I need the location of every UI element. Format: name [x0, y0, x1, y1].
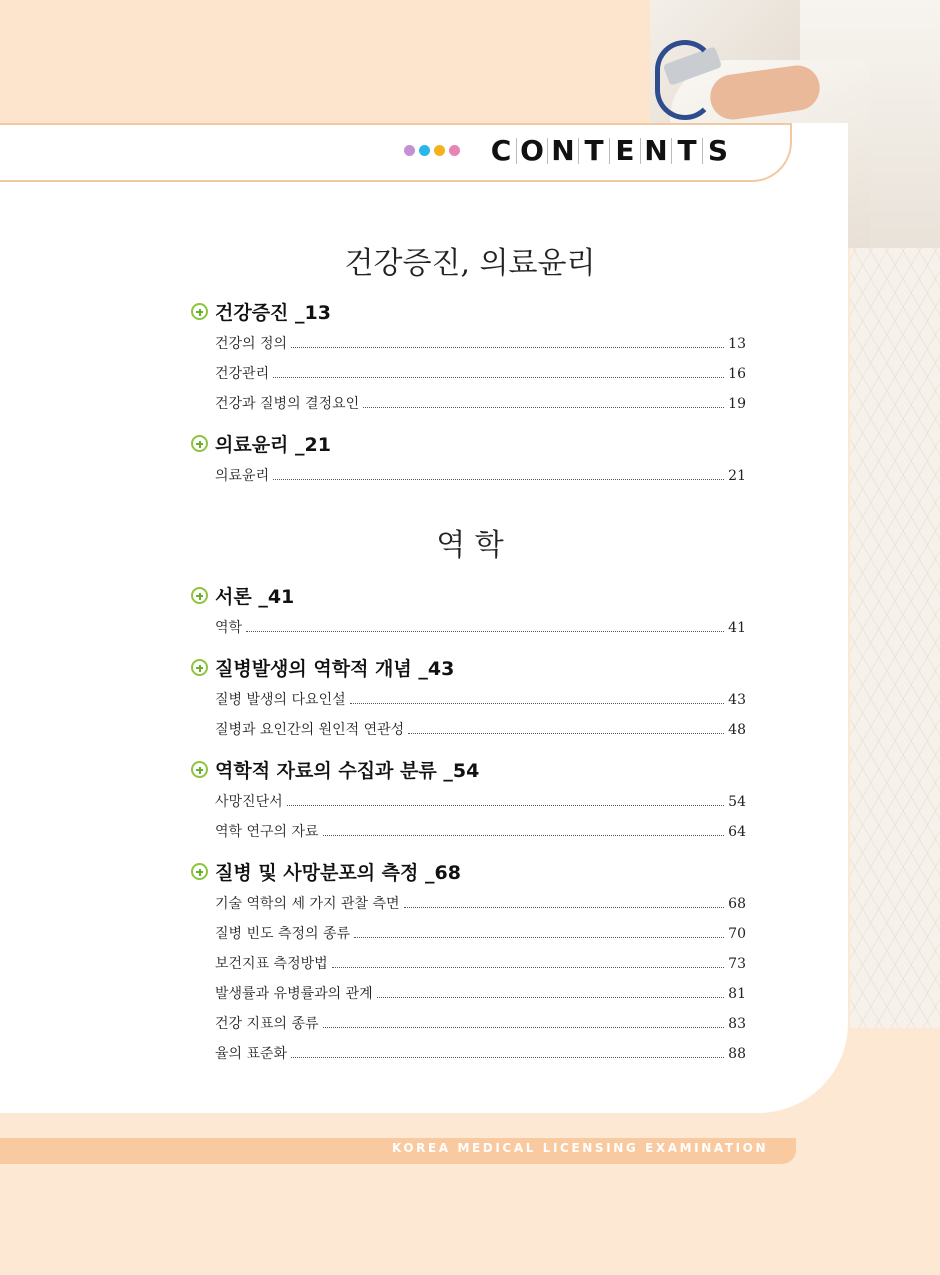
- dot-2: [419, 145, 430, 156]
- toc-entry[interactable]: [215, 923, 746, 943]
- title-letter: O: [520, 134, 544, 167]
- entry-text: 발생률과 유병률과의 관계: [215, 986, 373, 1002]
- chapter-title: 역학적 자료의 수집과 분류 _54: [215, 760, 480, 782]
- entry-page: 88: [728, 1046, 746, 1062]
- toc-entry[interactable]: [215, 465, 746, 485]
- toc-entry[interactable]: [215, 1043, 746, 1063]
- green-plus-circle-icon: [191, 863, 208, 880]
- entry-text: 사망진단서: [215, 794, 283, 810]
- entry-page: 43: [728, 692, 746, 708]
- toc-entry[interactable]: [215, 363, 746, 383]
- entry-page: 68: [728, 896, 746, 912]
- chapter-heading[interactable]: [191, 298, 331, 325]
- dot-leader: [350, 703, 725, 704]
- dot-leader: [323, 835, 725, 836]
- dot-leader: [273, 479, 724, 480]
- entry-text: 의료윤리: [215, 468, 270, 484]
- title-letter: T: [584, 134, 604, 167]
- dot-leader: [291, 347, 724, 348]
- toc-entry[interactable]: [215, 893, 746, 913]
- entry-page: 16: [728, 366, 746, 382]
- dot-3: [434, 145, 445, 156]
- entry-text: 건강 지표의 종류: [215, 1016, 319, 1032]
- chapter-title: 질병발생의 역학적 개념 _43: [215, 658, 455, 680]
- entry-page: 13: [728, 336, 746, 352]
- chapter-heading[interactable]: [191, 654, 454, 681]
- toc-entry[interactable]: [215, 719, 746, 739]
- dot-leader: [408, 733, 724, 734]
- dot-leader: [332, 967, 725, 968]
- section-title: 건강증진, 의료윤리: [344, 246, 596, 281]
- toc-entry[interactable]: [215, 791, 746, 811]
- chapter-title: 질병 및 사망분포의 측정 _68: [215, 862, 461, 884]
- entry-page: 70: [728, 926, 746, 942]
- entry-text: 질병 빈도 측정의 종류: [215, 926, 351, 942]
- toc-entry[interactable]: [215, 617, 746, 637]
- dot-leader: [363, 407, 724, 408]
- green-plus-circle-icon: [191, 587, 208, 604]
- title-letter: E: [615, 134, 635, 167]
- green-plus-circle-icon: [191, 761, 208, 778]
- entry-page: 73: [728, 956, 746, 972]
- toc-entry[interactable]: [215, 393, 746, 413]
- entry-text: 건강과 질병의 결정요인: [215, 396, 360, 412]
- entry-text: 기술 역학의 세 가지 관찰 측면: [215, 896, 400, 912]
- dot-leader: [377, 997, 725, 998]
- toc-entry[interactable]: [215, 821, 746, 841]
- chapter-heading[interactable]: [191, 582, 294, 609]
- dot-leader: [404, 907, 725, 908]
- dot-leader: [291, 1057, 724, 1058]
- contents-title: [486, 132, 776, 170]
- header-dots: [404, 145, 460, 156]
- chapter-title: 의료윤리 _21: [215, 434, 331, 456]
- toc-entry[interactable]: [215, 689, 746, 709]
- entry-text: 건강관리: [215, 366, 270, 382]
- entry-page: 64: [728, 824, 746, 840]
- stethoscope-icon: [655, 40, 715, 120]
- green-plus-circle-icon: [191, 659, 208, 676]
- dot-leader: [287, 805, 725, 806]
- entry-text: 질병 발생의 다요인설: [215, 692, 346, 708]
- entry-text: 건강의 정의: [215, 336, 288, 352]
- dot-leader: [273, 377, 724, 378]
- title-letter: T: [677, 134, 697, 167]
- entry-page: 48: [728, 722, 746, 738]
- title-letter: N: [644, 134, 668, 167]
- green-plus-circle-icon: [191, 435, 208, 452]
- green-plus-circle-icon: [191, 303, 208, 320]
- footer-text: KOREA MEDICAL LICENSING EXAMINATION: [392, 1141, 769, 1155]
- title-letter: S: [707, 134, 729, 167]
- side-pattern: [850, 248, 940, 1028]
- chapter-heading[interactable]: [191, 430, 331, 457]
- dot-leader: [323, 1027, 725, 1028]
- dot-leader: [354, 937, 724, 938]
- toc-entry[interactable]: [215, 983, 746, 1003]
- chapter-heading[interactable]: [191, 756, 479, 783]
- entry-page: 19: [728, 396, 746, 412]
- chapter-heading[interactable]: [191, 858, 461, 885]
- entry-page: 83: [728, 1016, 746, 1032]
- chapter-title: 서론 _41: [215, 586, 295, 608]
- title-letter: C: [490, 134, 512, 167]
- entry-text: 역학 연구의 자료: [215, 824, 319, 840]
- entry-page: 54: [728, 794, 746, 810]
- entry-page: 81: [728, 986, 746, 1002]
- toc-entry[interactable]: [215, 1013, 746, 1033]
- entry-page: 21: [728, 468, 746, 484]
- entry-text: 질병과 요인간의 원인적 연관성: [215, 722, 405, 738]
- dot-leader: [246, 631, 724, 632]
- toc-entry[interactable]: [215, 953, 746, 973]
- entry-text: 역학: [215, 620, 243, 636]
- title-letter: N: [551, 134, 575, 167]
- section-title: 역 학: [436, 528, 504, 563]
- entry-text: 보건지표 측정방법: [215, 956, 328, 972]
- entry-text: 율의 표준화: [215, 1046, 288, 1062]
- dot-4: [449, 145, 460, 156]
- chapter-title: 건강증진 _13: [215, 302, 331, 324]
- entry-page: 41: [728, 620, 746, 636]
- toc-entry[interactable]: [215, 333, 746, 353]
- dot-1: [404, 145, 415, 156]
